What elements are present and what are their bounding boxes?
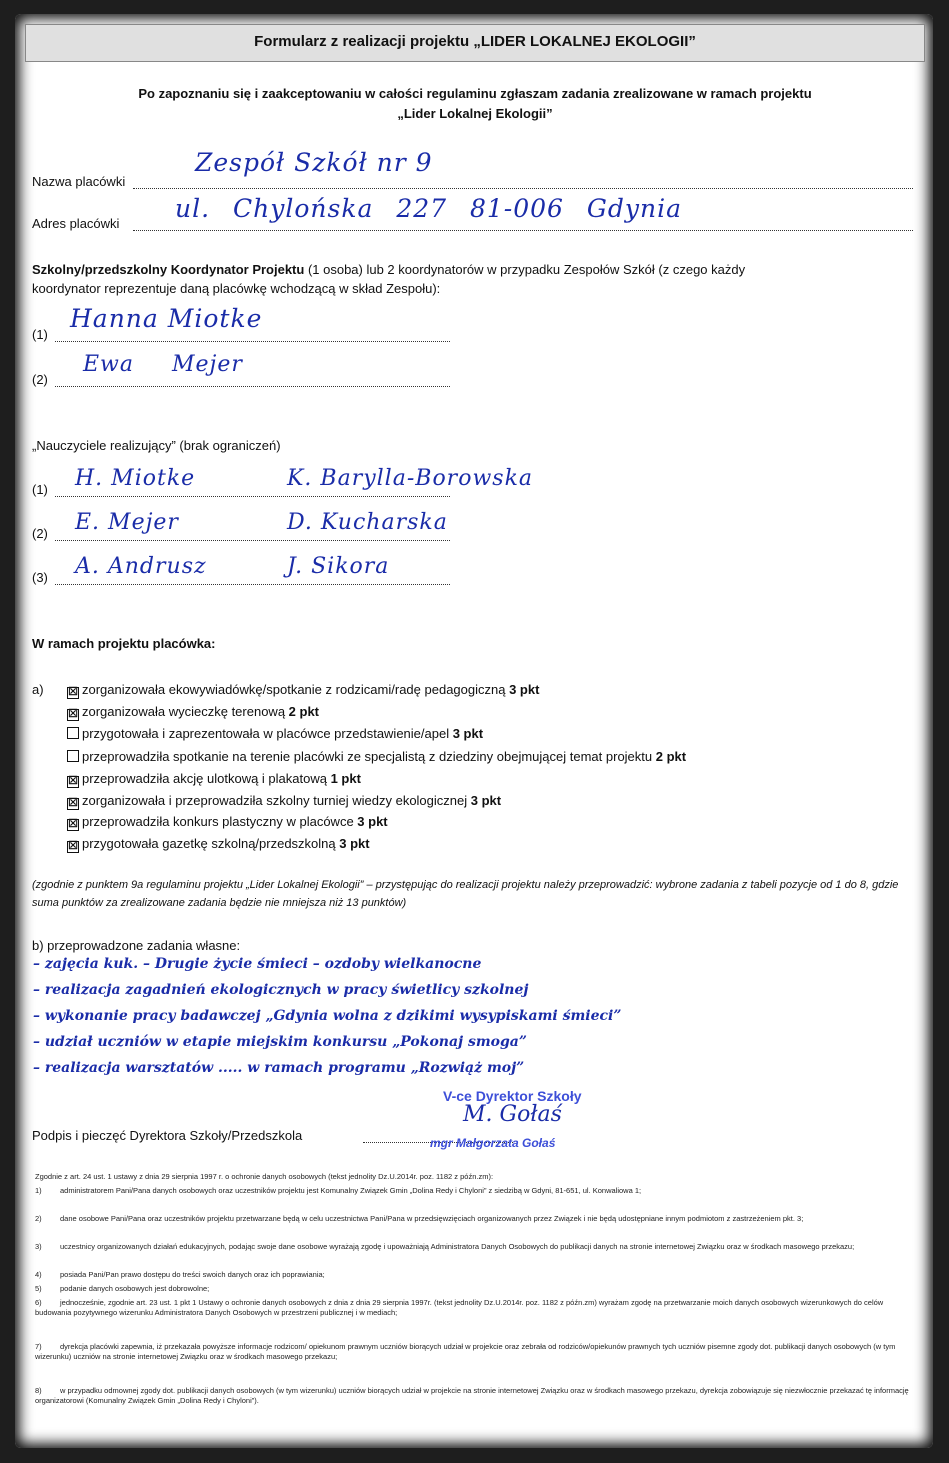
form-page <box>15 14 933 1448</box>
legal-item-6 <box>35 1298 915 1318</box>
legal-intro: Zgodnie z art. 24 ust. 1 ustawy z dnia 29 sierpnia 1997 r. o ochronie danych osobowych (tekst jednolity Dz.U.2014r. poz. 1182 z późn.zm): <box>35 1172 494 1181</box>
own-task-line: – wykonanie pracy badawczej „Gdynia wolna z dzikimi wysypiskami śmieci” <box>33 1008 622 1024</box>
intro-text <box>55 84 895 124</box>
legal-num: 2) <box>35 1214 42 1223</box>
legal-num: 3) <box>35 1242 42 1251</box>
task-checkbox[interactable]: ☒ <box>68 775 78 787</box>
legal-item-1 <box>35 1186 915 1196</box>
teacher-row-3-num: (3) <box>32 570 48 585</box>
task-item <box>67 704 319 721</box>
legal-text: dyrekcja placówki zapewnia, iż przekazała powyższe informacje rodzicom/ opiekunom prawnym uczniów biorących udział w projekcie oraz zebrała od rodziców/opiekunów prawnych tych uczniów pisemne zgody dot. publikacji danych osobowych (w tym wizerunku) uczniów na stronie internetowej Związku oraz w środkach masowego przekazu; <box>35 1342 896 1361</box>
legal-text: administratorem Pani/Pana danych osobowych oraz uczestników projektu jest Komunalny Związek Gmin „Dolina Redy i Chyloni” z siedzibą w Gdyni, 81-651, ul. Konwaliowa 1; <box>60 1186 642 1195</box>
task-item <box>67 814 388 831</box>
own-task-line: – zajęcia kuk. – Drugie życie śmieci – ozdoby wielkanocne <box>33 956 482 972</box>
legal-item-3 <box>35 1242 915 1252</box>
own-task-line: – realizacja warsztatów ..... w ramach programu „Rozwiąż moj” <box>33 1060 525 1076</box>
task-checkbox[interactable] <box>67 750 79 762</box>
teacher-row-1-b: K. Barylla-Borowska <box>287 466 534 491</box>
regulation-note: (zgodnie z punktem 9a regulaminu projektu „Lider Lokalnej Ekologii” – przystępując do realizacji projektu należy przeprowadzić: wybrone zadania z tabeli pozycje od 1 do 8, gdzie suma punktów za zrealizowane zadania będzie nie mniejsza niż 13 punktów) <box>32 879 899 909</box>
legal-item-5 <box>35 1284 915 1294</box>
legal-num: 5) <box>35 1284 42 1293</box>
task-checkbox[interactable]: ☒ <box>68 840 78 852</box>
legal-item-7 <box>35 1342 915 1362</box>
task-item <box>67 682 539 699</box>
legal-num: 7) <box>35 1342 42 1351</box>
task-text: przeprowadziła konkurs plastyczny w placówce <box>82 814 358 829</box>
facility-address-value: ul. Chylońska 227 81-006 Gdynia <box>175 194 683 223</box>
form-title: Formularz z realizacji projektu „LIDER LOKALNEJ EKOLOGII” <box>254 33 696 50</box>
legal-text: uczestnicy organizowanych działań edukacyjnych, podając swoje dane osobowe wyrażają zgodę i upoważniają Administratora Danych Osobowych do publikacji danych na stronie internetowej Związku oraz w środkach masowego przekazu; <box>60 1242 855 1251</box>
coordinator-2-line <box>55 386 450 387</box>
tasks-prefix: a) <box>32 682 44 697</box>
task-text: przygotowała i zaprezentowała w placówce przedstawienie/apel <box>82 726 453 741</box>
task-text: zorganizowała i przeprowadziła szkolny turniej wiedzy ekologicznej <box>82 793 471 808</box>
coordinator-2-num: (2) <box>32 372 48 387</box>
coordinator-2-name: Ewa Mejer <box>83 352 243 377</box>
legal-num: 4) <box>35 1270 42 1279</box>
task-item <box>67 771 361 788</box>
legal-text: podanie danych osobowych jest dobrowolne; <box>60 1284 210 1293</box>
task-text: zorganizowała ekowywiadówkę/spotkanie z rodzicami/radę pedagogiczną <box>82 682 510 697</box>
task-checkbox[interactable] <box>67 727 79 739</box>
task-checkbox[interactable]: ☒ <box>68 686 78 698</box>
teacher-row-2-b: D. Kucharska <box>287 510 448 535</box>
legal-num: 8) <box>35 1386 42 1395</box>
stamp-signature: M. Gołaś <box>463 1102 562 1127</box>
task-points: 3 pkt <box>357 814 388 829</box>
task-item <box>67 836 370 853</box>
legal-text: jednocześnie, zgodnie art. 23 ust. 1 pkt 1 Ustawy o ochronie danych osobowych z dnia z dnia 29 sierpnia 1997r. (tekst jednolity Dz.U.2014r. poz. 1182 z późn.zm) wyrażam zgodę na przetwarzanie moich danych osobowych wizerunkowych do celów budowania pozytywnego wizerunku Administratora Danych Osobowych w przestrzeni publicznej i w mediach; <box>35 1298 884 1317</box>
legal-text: posiada Pani/Pan prawo dostępu do treści swoich danych oraz ich poprawiania; <box>60 1270 325 1279</box>
facility-name-line <box>133 188 913 189</box>
task-item <box>67 793 501 810</box>
facility-name-value: Zespół Szkół nr 9 <box>195 148 433 177</box>
facility-name-label: Nazwa placówki <box>32 174 126 189</box>
task-checkbox[interactable]: ☒ <box>68 797 78 809</box>
stamp-title: V-ce Dyrektor Szkoły <box>443 1088 582 1104</box>
legal-item-8 <box>35 1386 915 1406</box>
task-points: 3 pkt <box>470 793 502 808</box>
teacher-row-3-a: A. Andrusz <box>75 554 207 579</box>
task-points: 1 pkt <box>330 771 361 786</box>
coordinator-1-name: Hanna Miotke <box>70 304 263 333</box>
own-task-line: – realizacja zagadnień ekologicznych w pracy świetlicy szkolnej <box>33 982 529 998</box>
intro-line-2: „Lider Lokalnej Ekologii” <box>397 106 553 121</box>
legal-num: 1) <box>35 1186 42 1195</box>
task-text: przeprowadziła akcję ulotkową i plakatową <box>82 771 331 786</box>
tasks-heading: W ramach projektu placówka: <box>32 636 216 651</box>
task-checkbox[interactable]: ☒ <box>68 708 78 720</box>
task-text: przeprowadziła spotkanie na terenie placówki ze specjalistą z dziedziny obejmującej temat projektu <box>82 749 656 764</box>
intro-line-1: Po zapoznaniu się i zaakceptowaniu w całości regulaminu zgłaszam zadania zrealizowane w ramach projektu <box>138 86 812 101</box>
teacher-row-1-num: (1) <box>32 482 48 497</box>
teacher-row-2-num: (2) <box>32 526 48 541</box>
signature-label: Podpis i pieczęć Dyrektora Szkoły/Przedszkola <box>32 1128 303 1143</box>
task-points: 2 pkt <box>288 704 319 719</box>
task-points: 2 pkt <box>655 749 687 764</box>
teacher-row-3-b: J. Sikora <box>287 554 390 579</box>
teacher-row-2-a: E. Mejer <box>75 510 179 535</box>
header-bar <box>25 24 925 62</box>
teachers-heading: „Nauczyciele realizujący” (brak ograniczeń) <box>32 438 281 453</box>
coordinator-1-line <box>55 341 450 342</box>
task-text: zorganizowała wycieczkę terenową <box>82 704 289 719</box>
own-tasks-heading: b) przeprowadzone zadania własne: <box>32 938 241 953</box>
task-points: 3 pkt <box>452 726 484 741</box>
stamp-name: mgr Małgorzata Gołaś <box>430 1136 556 1150</box>
task-item <box>67 726 483 741</box>
task-points: 3 pkt <box>509 682 540 697</box>
legal-text: w przypadku odmownej zgody dot. publikacji danych osobowych (w tym wizerunku) uczniów biorących udział w projekcie na stronie internetowej Związku oraz w środkach masowego przekazu, dyrekcja zobowiązuje się niezwłocznie przekazać tę informację organizatorowi (Komunalny Związek Gmin „Dolina Redy i Chyloni”). <box>35 1386 909 1405</box>
coordinators-heading-bold: Szkolny/przedszkolny Koordynator Projektu <box>32 262 305 277</box>
teacher-row-2-line <box>55 540 450 541</box>
task-points: 3 pkt <box>339 836 370 851</box>
teacher-row-1-line <box>55 496 450 497</box>
facility-address-label: Adres placówki <box>32 216 120 231</box>
coordinators-heading-rest: (1 osoba) lub 2 koordynatorów w przypadku Zespołów Szkół (z czego każdy <box>304 262 746 277</box>
task-text: przygotowała gazetkę szkolną/przedszkolną <box>82 836 340 851</box>
own-task-line: – udział uczniów w etapie miejskim konkursu „Pokonaj smoga” <box>33 1034 527 1050</box>
task-item <box>67 749 686 764</box>
legal-item-4 <box>35 1270 915 1280</box>
coordinator-1-num: (1) <box>32 327 48 342</box>
teacher-row-3-line <box>55 584 450 585</box>
coordinators-heading <box>32 260 922 298</box>
legal-num: 6) <box>35 1298 42 1307</box>
legal-item-2 <box>35 1214 915 1224</box>
task-checkbox[interactable]: ☒ <box>68 818 78 830</box>
facility-address-line <box>133 230 913 231</box>
legal-text: dane osobowe Pani/Pana oraz uczestników projektu przetwarzane będą w celu uczestnictwa Pani/Pana w przedsięwzięciach organizowanych przez Związek i nie będą udostępniane innym podmiotom z zastrzeżeniem pkt. 3; <box>60 1214 804 1223</box>
coordinators-heading-line2: koordynator reprezentuje daną placówkę wchodzącą w skład Zespołu): <box>32 281 441 296</box>
teacher-row-1-a: H. Miotke <box>75 466 196 491</box>
